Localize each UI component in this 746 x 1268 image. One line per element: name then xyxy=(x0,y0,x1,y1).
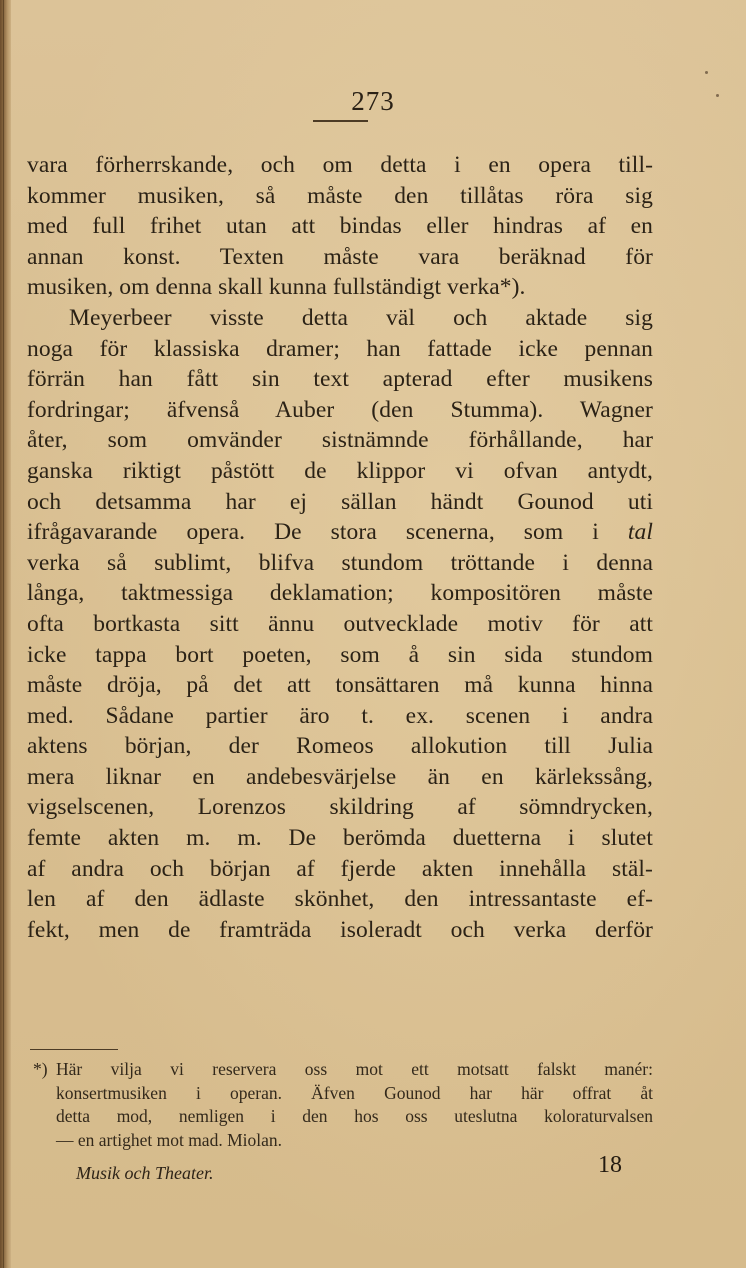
text-line: åter, som omvänder sistnämnde förhållande, har xyxy=(27,427,653,454)
footnote-line: — en artighet mot mad. Miolan. xyxy=(56,1129,282,1150)
paper-speck xyxy=(705,71,708,74)
text-line: ganska riktigt påstött de klippor vi ofvan antydt, xyxy=(27,457,653,484)
signature-mark: Musik och Theater. xyxy=(76,1163,214,1183)
text-line: långa, taktmessiga deklamation; kompositören måste xyxy=(27,580,653,607)
text-line: vigselscenen, Lorenzos skildring af sömndrycken, xyxy=(27,794,653,821)
binding-shadow-line xyxy=(3,0,4,1268)
footnote-line: konsertmusiken i operan. Äfven Gounod har här offrat åt xyxy=(56,1082,653,1103)
paper-speck xyxy=(716,94,719,97)
text-line: len af den ädlaste skönhet, den intressantaste ef- xyxy=(27,886,653,913)
text-line: icke tappa bort poeten, som å sin sida stundom xyxy=(27,641,653,668)
binding-edge xyxy=(0,0,11,1268)
text-line: musiken, om denna skall kunna fullständigt verka*). xyxy=(27,274,526,301)
text-line: aktens början, der Romeos allokution till Julia xyxy=(27,733,653,760)
text-line: kommer musiken, så måste den tillåtas röra sig xyxy=(27,182,653,209)
footnote-text: Här vilja vi reservera oss mot ett motsatt falskt manér: xyxy=(56,1059,653,1079)
sheet-number: 18 xyxy=(598,1152,622,1178)
text-line: måste dröja, på det att tonsättaren må kunna hinna xyxy=(27,672,653,699)
text-line: med. Sådane partier äro t. ex. scenen i andra xyxy=(27,702,653,729)
body-text xyxy=(27,150,653,945)
text-line: fekt, men de framträda isoleradt och verka derför xyxy=(27,916,653,943)
text-line-paragraph-start: Meyerbeer visste detta väl och aktade sig xyxy=(69,304,653,331)
text-line: vara förherrskande, och om detta i en opera till- xyxy=(27,152,653,178)
text-line: fordringar; äfvenså Auber (den Stumma). Wagner xyxy=(27,396,653,423)
text-line: mera liknar en andebesvärjelse än en kärlekssång, xyxy=(27,763,653,790)
text-line-with-italic xyxy=(27,517,653,548)
page-number: 273 xyxy=(351,86,395,116)
text-line: verka så sublimt, blifva stundom tröttande i denna xyxy=(27,549,653,576)
footnote-line xyxy=(33,1058,653,1082)
footnote-line: detta mod, nemligen i den hos oss uteslutna koloraturvalsen xyxy=(56,1106,653,1127)
text-line: af andra och början af fjerde akten innehålla stäl- xyxy=(27,855,653,882)
text-line: femte akten m. m. De berömda duetterna i slutet xyxy=(27,825,653,852)
text-line: ofta bortkasta sitt ännu outvecklade motiv för att xyxy=(27,610,653,637)
page-number-underline xyxy=(313,120,368,122)
text-line: annan konst. Texten måste vara beräknad för xyxy=(27,243,653,270)
footnote-marker: *) xyxy=(33,1059,48,1079)
footnote-separator xyxy=(30,1049,118,1050)
text-line: med full frihet utan att bindas eller hindras af en xyxy=(27,213,653,240)
text-line: förrän han fått sin text apterad efter musikens xyxy=(27,366,653,393)
text-line: och detsamma har ej sällan händt Gounod uti xyxy=(27,488,653,515)
text-segment: ifrågavarande opera. De stora scenerna, som i xyxy=(27,519,628,546)
text-line: noga för klassiska dramer; han fattade icke pennan xyxy=(27,335,653,362)
italic-word: tal xyxy=(627,519,653,546)
footnote xyxy=(33,1058,653,1152)
